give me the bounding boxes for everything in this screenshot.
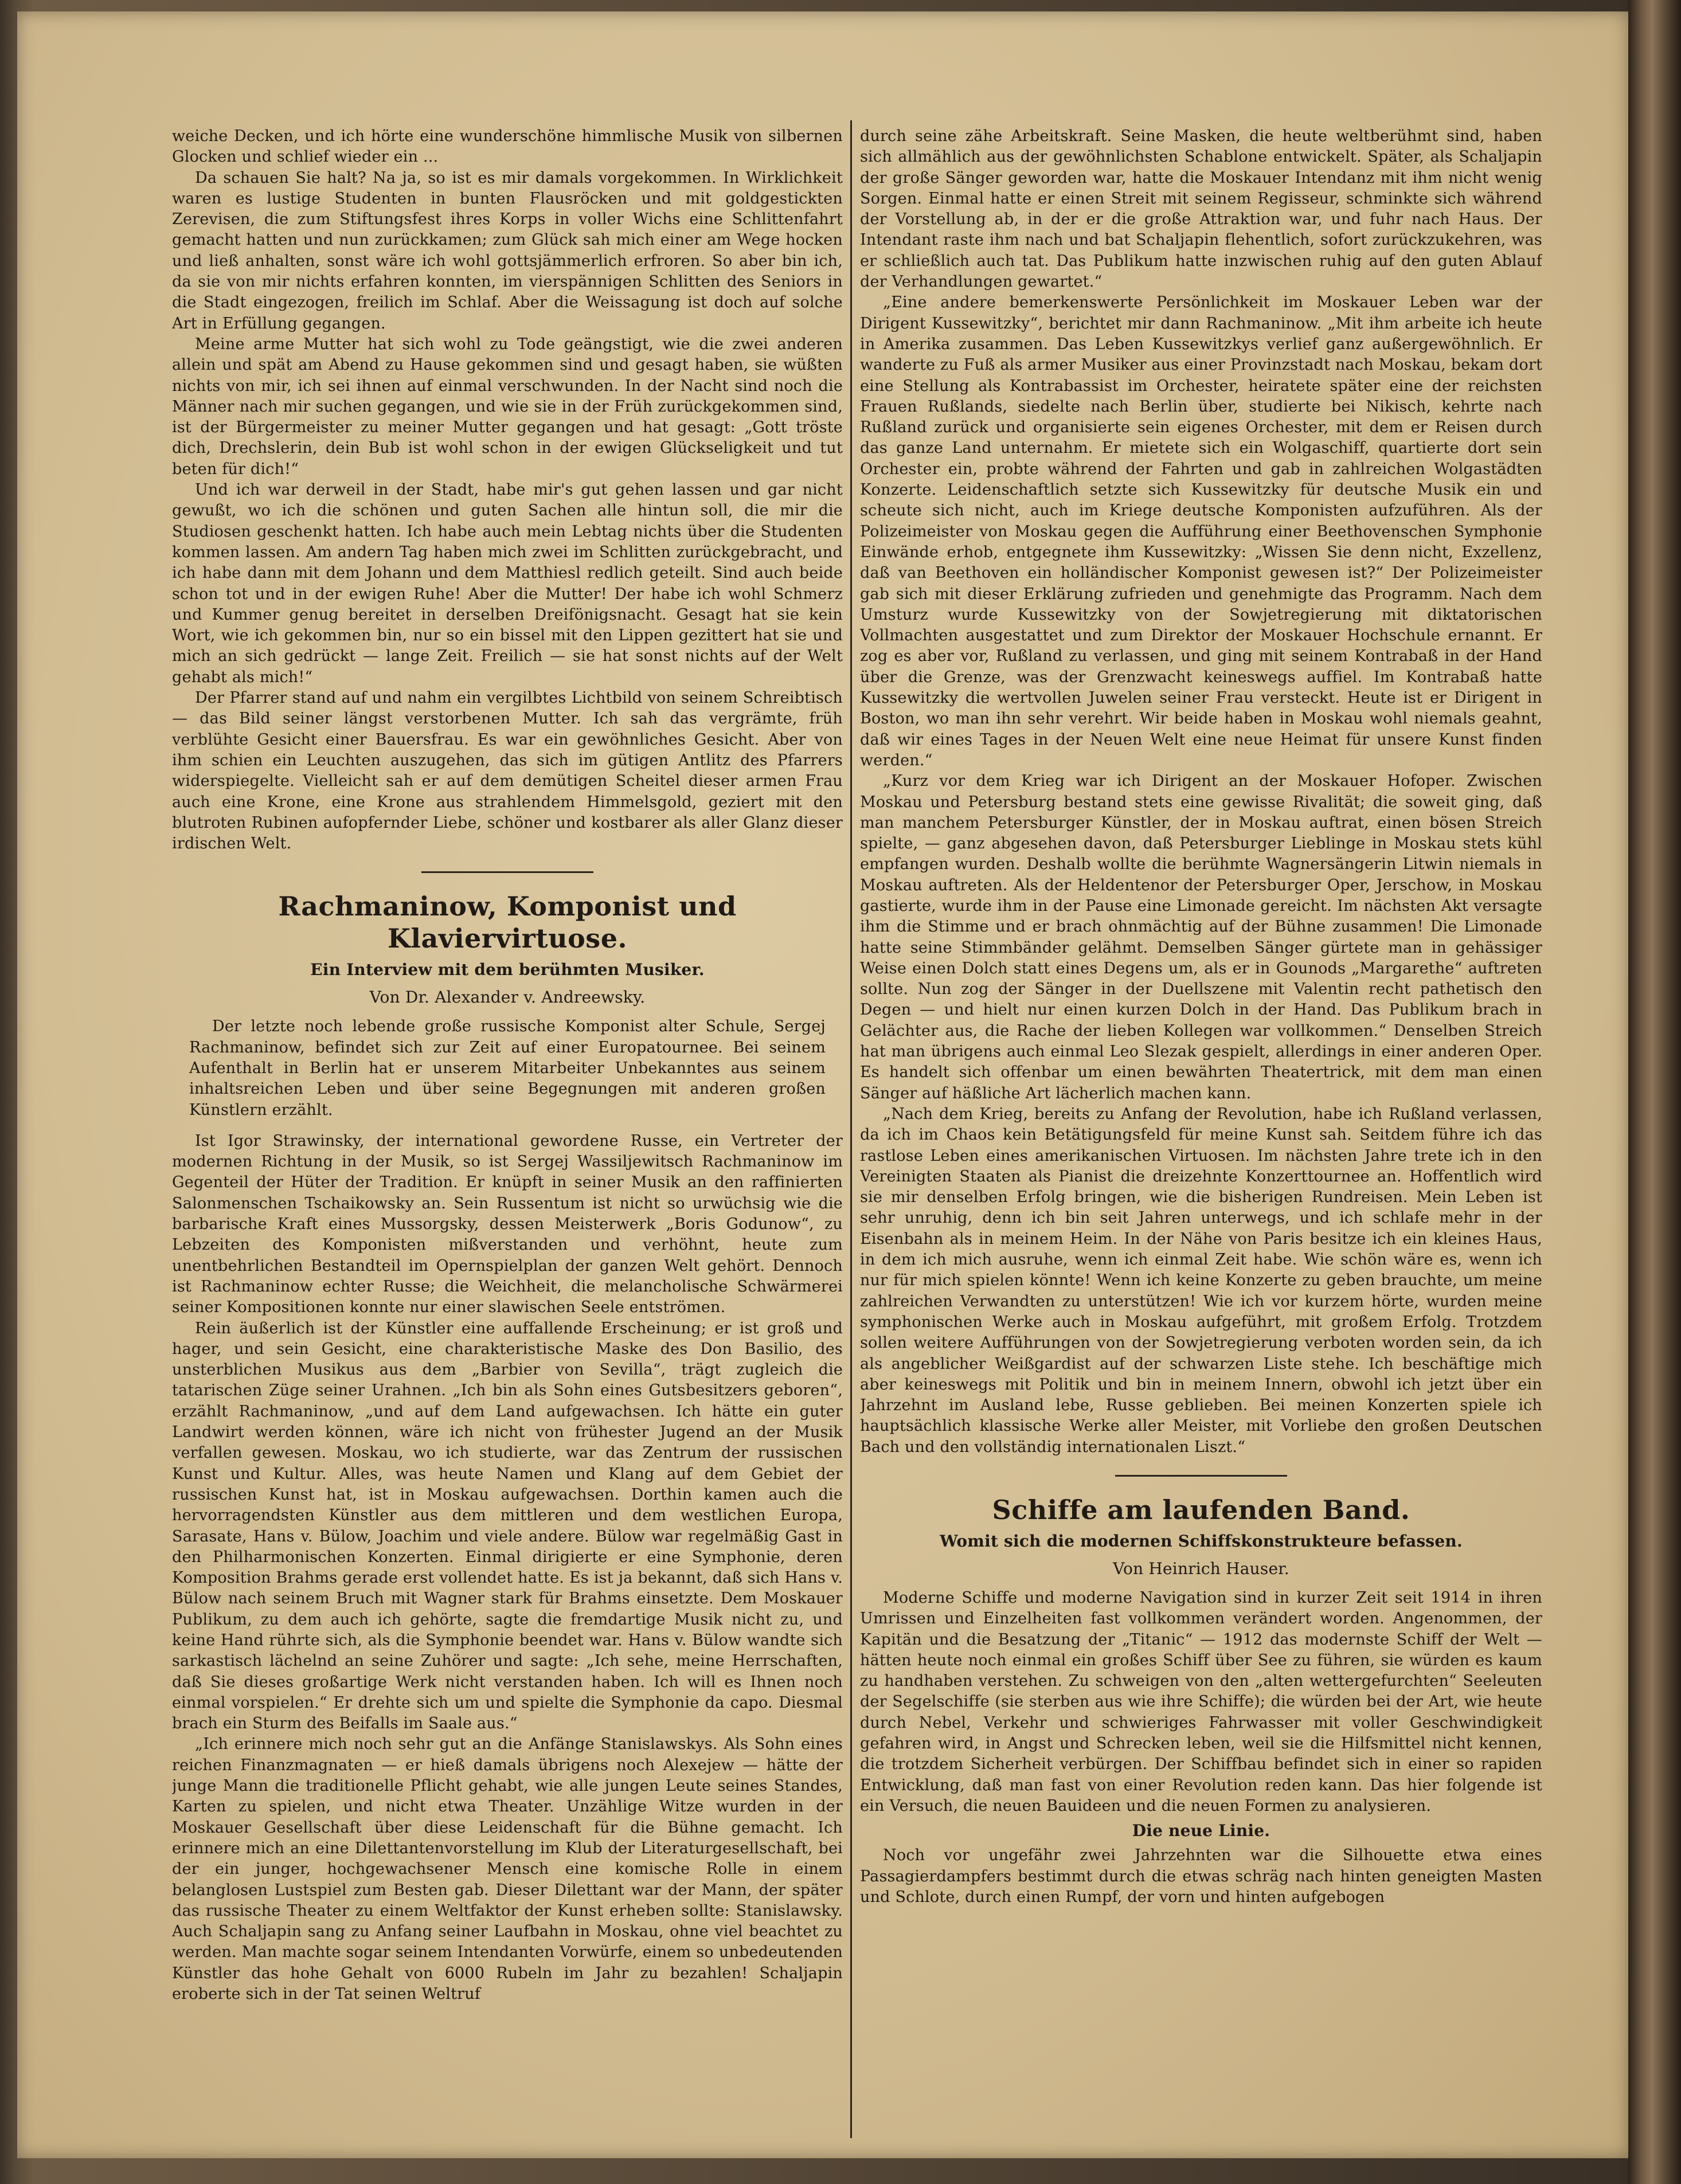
story-paragraph: weiche Decken, und ich hörte eine wunderschöne himmlische Musik von silbernen Glocken und schlief wieder ein ... [172,127,843,166]
story-paragraph: Meine arme Mutter hat sich wohl zu Tode geängstigt, wie die zwei anderen allein und spät am Abend zu Hause gekommen sind und gesagt haben, sie wüßten nichts von mir, ich sei ihnen auf einmal verschwunden. In der Nacht sind noch die Männer nach mir suchen gegangen, und wie sie in der Früh zurückgekommen sind, ist der Bürgermeister zu meiner Mutter gegangen und hat gesagt: „Gott tröste dich, Drechslerin, dein Bub ist wohl schon in der ewigen Glückseligkeit und tut beten für dich!“ [172,335,843,478]
intro-paragraph: Der letzte noch lebende große russische Komponist alter Schule, Sergej Rachmaninow, befindet sich zur Zeit auf einer Europatournee. Bei seinem Aufenthalt in Berlin hat er unserem Mitarbeiter Unbekanntes aus seinem inhaltsreichen Leben und über seine Begegnungen mit anderen großen Künstlern erzählt. [189,1017,826,1119]
article-title: Rachmaninow, Komponist und Klaviervirtuose. [278,891,737,954]
article-paragraph: Rein äußerlich ist der Künstler eine auffallende Erscheinung; er ist groß und hager, und sein Gesicht, eine charakteristische Maske des Don Basilio, des unsterblichen Musikus aus dem „Barbier von Sevilla“, trägt zugleich die tatarischen Züge seiner Urahnen. „Ich bin als Sohn eines Gutsbesitzers geboren“, erzählt Rachmaninow, „und auf dem Land aufgewachsen. Ich hätte ein guter Landwirt werden können, wäre ich nicht von frühester Jugend an der Musik verfallen gewesen. Moskau, wo ich studierte, war das Zentrum der russischen Kunst und Kultur. Alles, was heute Namen und Klang auf dem Gebiet der russischen Kunst hat, ist in Moskau aufgewachsen. Dorthin kamen auch die hervorragendsten Künstler aus dem mittleren und dem westlichen Europa, Sarasate, Hans v. Bülow, Joachim und viele andere. Bülow war regelmäßig Gast in den Philharmonischen Konzerten. Einmal dirigierte er eine Symphonie, deren Komposition Brahms gerade erst vollendet hatte. Es ist ja bekannt, daß sich Hans v. Bülow nach seinem Bruch mit Wagner stark für Brahms einsetzte. Dem Moskauer Publikum, zu dem auch ich gehörte, sagte die fremdartige Musik nicht zu, und keine Hand rührte sich, als die Symphonie beendet war. Hans v. Bülow wandte sich sarkastisch lächelnd an seine Zuhörer und sagte: „Ich sehe, meine Herrschaften, daß Sie dieses großartige Werk nicht verstanden haben. Ich will es Ihnen noch einmal vorspielen.“ Er drehte sich um und spielte die Symphonie da capo. Diesmal brach ein Sturm des Beifalls im Saale aus.“ [172,1319,843,1733]
article-paragraph: Ist Igor Strawinsky, der international gewordene Russe, ein Vertreter der modernen Richtung in der Musik, so ist Sergej Wassiljewitsch Rachmaninow im Gegenteil der Hüter der Tradition. Er knüpft in seiner Musik an den raffinierten Salonmenschen Tschaikowsky an. Sein Russentum ist nicht so urwüchsig wie die barbarische Kraft eines Mussorgsky, dessen Meisterwerk „Boris Godunow“, zu Lebzeiten des Komponisten mißverstanden und verhöhnt, heute zum unentbehrlichen Bestandteil im Opernspielplan der ganzen Welt gehört. Dennoch ist Rachmaninow echter Russe; die Weichheit, die melancholische Schwärmerei seiner Kompositionen konnte nur einer slawischen Seele entströmen. [172,1132,843,1317]
article-byline: Von Heinrich Hauser. [1113,1559,1289,1578]
section-separator [421,871,593,873]
section-separator [1115,1475,1287,1477]
book-spine [1628,0,1681,2184]
article-byline: Von Dr. Alexander v. Andreewsky. [369,988,646,1007]
story-paragraph: Da schauen Sie halt? Na ja, so ist es mir damals vorgekommen. In Wirklichkeit waren es lustige Studenten in bunten Flausröcken und mit goldgestickten Zerevisen, die zum Stiftungsfest ihres Korps in voller Wichs eine Schlittenfahrt gemacht hatten und nun zurückkamen; zum Glück sah mich einer am Wege hocken und ließ anhalten, sonst wäre ich wohl gottsjämmerlich erfroren. So aber bin ich, da sie von mir nichts erfahren konnten, im vierspännigen Schlitten des Seniors in die Stadt eingezogen, freilich im Schlaf. Aber die Weissagung ist doch auf solche Art in Erfüllung gegangen. [172,169,843,332]
left-column [172,126,843,2138]
story-paragraph: Und ich war derweil in der Stadt, habe mir's gut gehen lassen und gar nicht gewußt, wo ich die schönen und guten Sachen alle hintun soll, die mir die Studiosen geschenkt hatten. Ich habe auch mein Lebtag nichts über die Studenten kommen lassen. Am andern Tag haben mich zwei im Schlitten zurückgebracht, und ich habe dann mit dem Johann und dem Matthiesl redlich geteilt. Sind auch beide schon tot und in der ewigen Ruhe! Aber die Mutter! Der habe ich wohl Schmerz und Kummer genug bereitet in derselben Dreifönigsnacht. Gesagt hat sie kein Wort, wie ich gekommen bin, nur so ein bissel mit den Lippen gezittert hat sie und mich an sich gedrückt — lange Zeit. Freilich — sie hat sonst nichts auf der Welt gehabt als mich!“ [172,481,843,686]
article-title: Schiffe am laufenden Band. [992,1494,1410,1525]
article-paragraph: Moderne Schiffe und moderne Navigation sind in kurzer Zeit seit 1914 in ihren Umrissen und Einzelheiten fast vollkommen verändert worden. Angenommen, der Kapitän und die Besatzung der „Titanic“ — 1912 das modernste Schiff der Welt — hätten heute noch einmal ein großes Schiff über See zu führen, sie würden es kaum zu handhaben verstehen. Zu schweigen von den „alten wettergefurchten“ Seeleuten der Segelschiffe (sie sterben aus wie ihre Schiffe); die würden bei der Art, wie heute durch Nebel, Verkehr und schwieriges Fahrwasser mit voller Geschwindigkeit gefahren wird, in Angst und Schrecken leben, weil sie die Hilfsmittel nicht kennen, die trotzdem Sicherheit verbürgen. Der Schiffbau befindet sich in einer so rapiden Entwicklung, daß man fast von einer Revolution reden kann. Das hier folgende ist ein Versuch, die neuen Bauideen und die neuen Formen zu analysieren. [860,1589,1542,1815]
article-subtitle: Ein Interview mit dem berühmten Musiker. [310,960,705,980]
right-column [860,126,1542,2138]
article-intro [172,1016,843,1120]
article-subheading: Die neue Linie. [1132,1821,1270,1841]
article-paragraph: „Eine andere bemerkenswerte Persönlichkeit im Moskauer Leben war der Dirigent Kussewitzky“, berichtet mir dann Rachmaninow. „Mit ihm arbeite ich heute in Amerika zusammen. Das Leben Kussewitzkys verlief ganz außergewöhnlich. Er wanderte zu Fuß als armer Musiker aus einer Provinzstadt nach Moskau, bekam dort eine Stellung als Kontrabassist im Orchester, heiratete später eine der reichsten Frauen Rußlands, siedelte nach Berlin über, studierte bei Nikisch, kehrte nach Rußland zurück und organisierte sein eigenes Orchester, mit dem er Reisen durch das ganze Land unternahm. Er mietete sich ein Wolgaschiff, quartierte dort sein Orchester ein, probte während der Fahrten und gab in zahlreichen Wolgastädten Konzerte. Leidenschaftlich setzte sich Kussewitzky für deutsche Musik ein und scheute sich nicht, auch im Kriege deutsche Komponisten aufzuführen. Als der Polizeimeister von Moskau gegen die Aufführung einer Beethovenschen Symphonie Einwände erhob, entgegnete ihm Kussewitzky: „Wissen Sie denn nicht, Exzellenz, daß van Beethoven ein holländischer Komponist gewesen ist?“ Der Polizeimeister gab sich mit dieser Erklärung zufrieden und genehmigte das Programm. Nach dem Umsturz wurde Kussewitzky von der Sowjetregierung mit diktatorischen Vollmachten ausgestattet und zum Direktor der Moskauer Hochschule ernannt. Er zog es aber vor, Rußland zu verlassen, und ging mit seinem Kontrabaß in der Hand über die Grenze, was der Grenzwacht keineswegs auffiel. Im Kontrabaß hatte Kussewitzky die wertvollen Juwelen seiner Frau versteckt. Heute ist er Dirigent in Boston, wo man ihn sehr verehrt. Wir beide haben in Moskau wohl niemals geahnt, daß wir eines Tages in der Neuen Welt eine neue Heimat für unsere Kunst finden werden.“ [860,293,1542,769]
article-paragraph: „Kurz vor dem Krieg war ich Dirigent an der Moskauer Hofoper. Zwischen Moskau und Petersburg bestand stets eine gewisse Rivalität; die soweit ging, daß man manchem Petersburger Künstler, der in Moskau auftrat, einen bösen Streich spielte, — ganz abgesehen davon, daß Petersburger Lieblinge in Moskau stets kühl empfangen wurden. Deshalb wollte die berühmte Wagnersängerin Litwin niemals in Moskau auftreten. Als der Heldentenor der Petersburger Oper, Jerschow, in Moskau gastierte, wurde ihm in der Pause eine Limonade gereicht. Im nächsten Akt versagte ihm die Stimme und er brach ohnmächtig auf der Bühne zusammen! Die Limonade hatte seine Stimmbänder gelähmt. Demselben Sänger gürtete man in gehässiger Weise einen Dolch statt eines Degens um, als er in Gounods „Margarethe“ auftreten sollte. Nun zog der Sänger in der Duellszene mit Valentin recht pathetisch den Degen — und hielt nur einen kurzen Dolch in der Hand. Das Publikum brach in Gelächter aus, die Rache der lieben Kollegen war vollkommen.“ Denselben Streich hat man übrigens auch einmal Leo Slezak gespielt, allerdings in einer anderen Oper. Es handelt sich offenbar um einen bewährten Theatertrick, mit dem man einen Sänger auf häßliche Art lächerlich machen kann. [860,772,1542,1102]
story-paragraph: Der Pfarrer stand auf und nahm ein vergilbtes Lichtbild von seinem Schreibtisch — das Bild seiner längst verstorbenen Mutter. Ich sah das vergrämte, früh verblühte Gesicht einer Bauersfrau. Es war ein gewöhnliches Gesicht. Aber von ihm schien ein Leuchten auszugehen, das sich im gütigen Antlitz des Pfarrers widerspiegelte. Vielleicht sah er auf dem demütigen Scheitel dieser armen Frau auch eine Krone, eine Krone aus strahlendem Himmelsgold, geziert mit den blutroten Rubinen aufopfernder Liebe, schöner und kostbarer als aller Glanz dieser irdischen Welt. [172,689,843,853]
article-paragraph: Noch vor ungefähr zwei Jahrzehnten war die Silhouette etwa eines Passagierdampfers bestimmt durch die etwas schräg nach hinten geneigten Masten und Schlote, durch einen Rumpf, der vorn und hinten aufgebogen [860,1846,1542,1906]
column-divider [850,120,852,2138]
article-paragraph: „Nach dem Krieg, bereits zu Anfang der Revolution, habe ich Rußland verlassen, da ich im Chaos kein Betätigungsfeld für meine Kunst sah. Seitdem führe ich das rastlose Leben eines amerikanischen Virtuosen. Im nächsten Jahre trete ich in den Vereinigten Staaten als Pianist die dreizehnte Konzerttournee an. Hoffentlich wird sie mir denselben Erfolg bringen, wie die bisherigen Rundreisen. Mein Leben ist sehr unruhig, denn ich bin seit Jahren unterwegs, und ich schlafe mehr in der Eisenbahn als in meinem Heim. In der Nähe von Paris besitze ich ein kleines Haus, in dem ich mich ausruhe, wenn ich einmal Zeit habe. Wie schön wäre es, wenn ich nur für mich spielen könnte! Wenn ich keine Konzerte zu geben brauchte, um meine zahlreichen Verwandten zu unterstützen! Wie ich vor kurzem hörte, wurden meine symphonischen Werke auch in Moskau aufgeführt, mit großem Erfolg. Trotzdem sollen weitere Aufführungen von der Sowjetregierung verboten worden sein, da ich als angeblicher Weißgardist auf der schwarzen Liste stehe. Ich beschäftige mich aber keineswegs mit Politik und bin in meinem Innern, obwohl ich jetzt über ein Jahrzehnt im Ausland lebe, Russe geblieben. Bei meinen Konzerten spiele ich hauptsächlich klassische Werke aller Meister, mit Vorliebe den großen Deutschen Bach und den vollständig internationalen Liszt.“ [860,1105,1542,1456]
article-paragraph: durch seine zähe Arbeitskraft. Seine Masken, die heute weltberühmt sind, haben sich allmählich aus der gewöhnlichsten Schablone entwickelt. Später, als Schaljapin der große Sänger geworden war, hatte die Moskauer Intendanz mit ihm nicht wenig Sorgen. Einmal hatte er einen Streit mit seinem Regisseur, schminkte sich während der Vorstellung ab, in der er die große Attraktion war, und fuhr nach Haus. Der Intendant raste ihm nach und bat Schaljapin flehentlich, sofort zurückzukehren, was er schließlich auch tat. Das Publikum hatte inzwischen ruhig auf den guten Ablauf der Verhandlungen gewartet.“ [860,127,1542,291]
article-paragraph: „Ich erinnere mich noch sehr gut an die Anfänge Stanislawskys. Als Sohn eines reichen Finanzmagnaten — er hieß damals übrigens noch Alexejew — hätte der junge Mann die traditionelle Pflicht gehabt, wie alle jungen Leute seines Standes, Karten zu spielen, und nicht etwa Theater. Unzählige Witze wurden in der Moskauer Gesellschaft über diese Leidenschaft für die Bühne gemacht. Ich erinnere mich an eine Dilettantenvorstellung im Klub der Literaturgesellschaft, bei der ein junger, hochgewachsener Mensch eine komische Rolle in einem belanglosen Lustspiel zum Besten gab. Dieser Dilettant war der Mann, der später das russische Theater zu einem Weltfaktor der Kunst erheben sollte: Stanislawsky. Auch Schaljapin sang zu Anfang seiner Laufbahn in Moskau, ohne viel beachtet zu werden. Man machte sogar seinem Intendanten Vorwürfe, einem so unbedeutenden Künstler das hohe Gehalt von 6000 Rubeln im Jahr zu bezahlen! Schaljapin eroberte sich in der Tat seinen Weltruf [172,1735,843,2003]
article-subtitle: Womit sich die modernen Schiffskonstrukteure befassen. [940,1532,1463,1551]
